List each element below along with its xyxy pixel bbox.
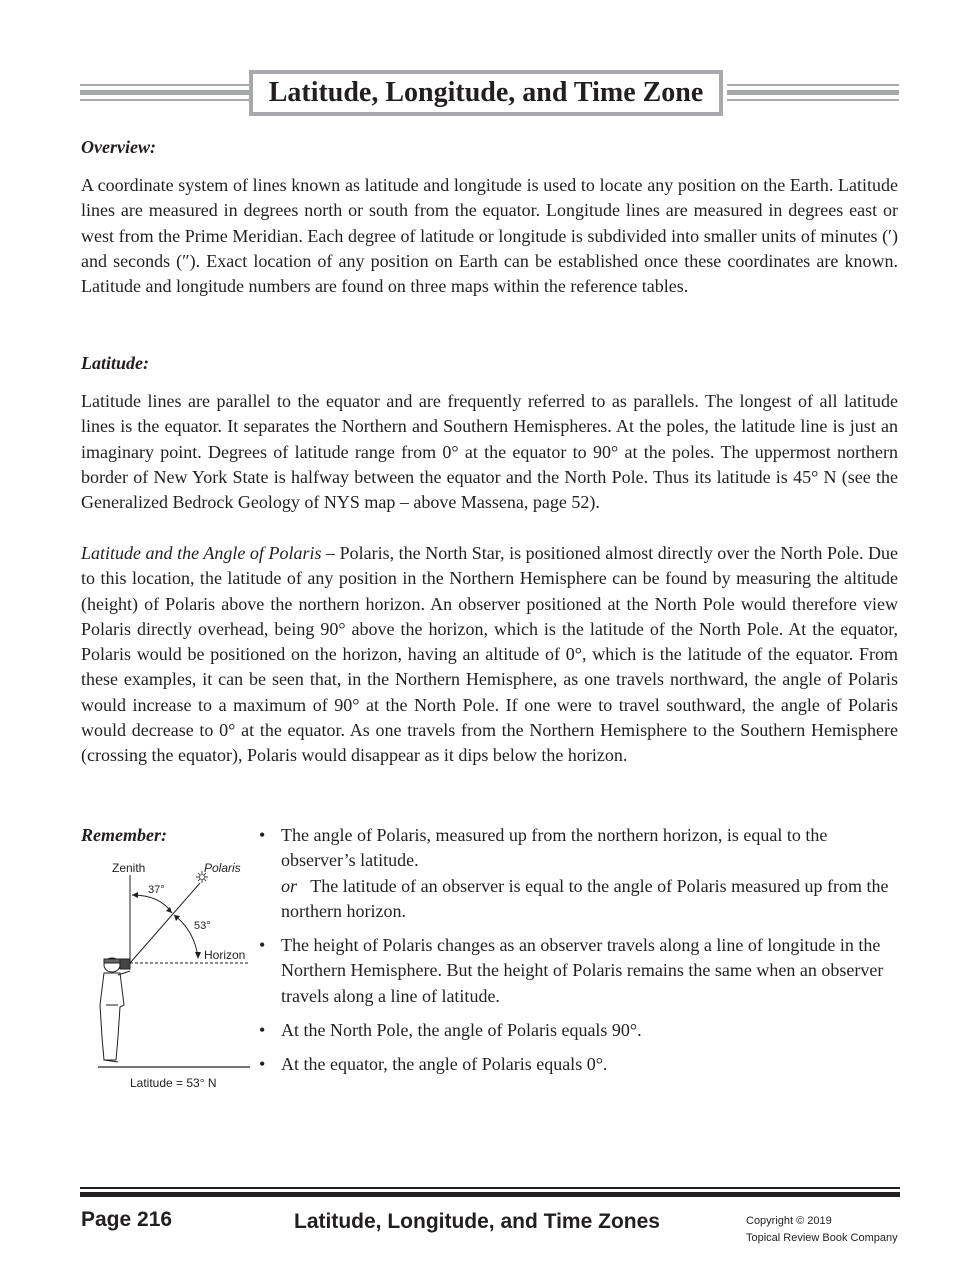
bullet-text: The height of Polaris changes as an observer travels along a line of longitude in the Northern Hemisphere. But the height of Polaris remains the same when an observer travels along a line of latitude. [281, 935, 884, 1006]
polaris-paragraph [81, 541, 898, 769]
footer-rule-thick [80, 1192, 900, 1197]
copyright-line1: Copyright © 2019 [746, 1215, 832, 1227]
polaris-label: Polaris [204, 861, 241, 875]
bullet-text: The angle of Polaris, measured up from the northern horizon, is equal to the observer’s latitude. [281, 825, 828, 871]
bullet-dot: • [259, 1054, 266, 1075]
bullet-alt-text: The latitude of an observer is equal to the angle of Polaris measured up from the northern horizon. [281, 875, 889, 921]
arrow-zenith [132, 892, 138, 898]
page-number: Page 216 [81, 1208, 173, 1231]
page-title: Latitude, Longitude, and Time Zone [268, 77, 704, 108]
latitude-paragraph: Latitude lines are parallel to the equator and are frequently referred to as parallels. The longest of all latitude lines is the equator. It separates the Northern and Southern Hemispheres. At the poles, the latitude line is just an imaginary point. Degrees of latitude range from 0° at the equator to 90° at the poles. The uppermost northern border of New York State is halfway between the equator and the North Pole. Thus its latitude is 45° N (see the Generalized Bedrock Geology of NYS map – above Massena, page 52). [81, 391, 898, 513]
copyright [746, 1213, 898, 1247]
bullet-item [259, 1052, 889, 1077]
bullet-item [259, 823, 889, 924]
header-rules-right [727, 84, 899, 106]
bullet-item [259, 933, 889, 1009]
or-label: or [281, 875, 298, 896]
angle-37-label: 37° [148, 884, 165, 896]
latitude-caption: Latitude = 53° N [130, 1076, 217, 1090]
bullet-text: At the equator, the angle of Polaris equals 0°. [281, 1054, 608, 1075]
header-rules-left [80, 84, 250, 106]
polaris-text: – Polaris, the North Star, is positioned almost directly over the North Pole. Due to this location, the latitude of any position in the Northern Hemisphere can be found by measuring the altitude (height) of Polaris above the northern horizon. An observer positioned at the North Pole would therefore view Polaris directly overhead, being 90° above the horizon, which is the latitude of the North Pole. At the equator, Polaris would be positioned on the horizon, having an altitude of 0°, which is the latitude of the equator. From these examples, it can be seen that, in the Northern Hemisphere, as one travels northward, the angle of Polaris would increase to a maximum of 90° at the North Pole. If one were to travel southward, the angle of Polaris would decrease to 0° at the equator. As one travels from the Northern Hemisphere to the Southern Hemisphere (crossing the equator), Polaris would disappear as it dips below the horizon. [81, 543, 898, 766]
remember-bullets [259, 823, 889, 1087]
page-header [80, 70, 899, 120]
overview-heading: Overview: [81, 137, 156, 157]
copyright-line2: Topical Review Book Company [746, 1232, 898, 1244]
bullet-alt [281, 874, 889, 925]
remember-heading: Remember: [81, 825, 167, 845]
horizon-label: Horizon [204, 948, 246, 962]
bullet-dot: • [259, 1020, 266, 1041]
zenith-label: Zenith [112, 861, 146, 875]
bullet-dot: • [259, 935, 266, 956]
bullet-text: At the North Pole, the angle of Polaris equals 90°. [281, 1020, 642, 1041]
overview-paragraph: A coordinate system of lines known as latitude and longitude is used to locate any position on the Earth. Latitude lines are measured in degrees north or south from the equator. Longitude lines are measured in degrees east or west from the Prime Meridian. Each degree of latitude or longitude is subdivided into smaller units of minutes (′) and seconds (″). Exact location of any position on Earth can be established once these coordinates are known. Latitude and longitude numbers are found on three maps within the reference tables. [81, 175, 898, 297]
observer-figure [100, 958, 130, 1062]
polaris-angle-diagram [90, 855, 260, 1095]
bullet-item [259, 1018, 889, 1043]
arrow-horizon [195, 952, 201, 959]
footer-title: Latitude, Longitude, and Time Zones [294, 1210, 660, 1233]
latitude-heading: Latitude: [81, 353, 149, 373]
bullet-dot: • [259, 825, 266, 845]
polaris-lead: Latitude and the Angle of Polaris [81, 543, 322, 563]
footer-rule-thin [80, 1187, 900, 1189]
angle-53-label: 53° [194, 920, 211, 932]
title-box [249, 70, 723, 116]
